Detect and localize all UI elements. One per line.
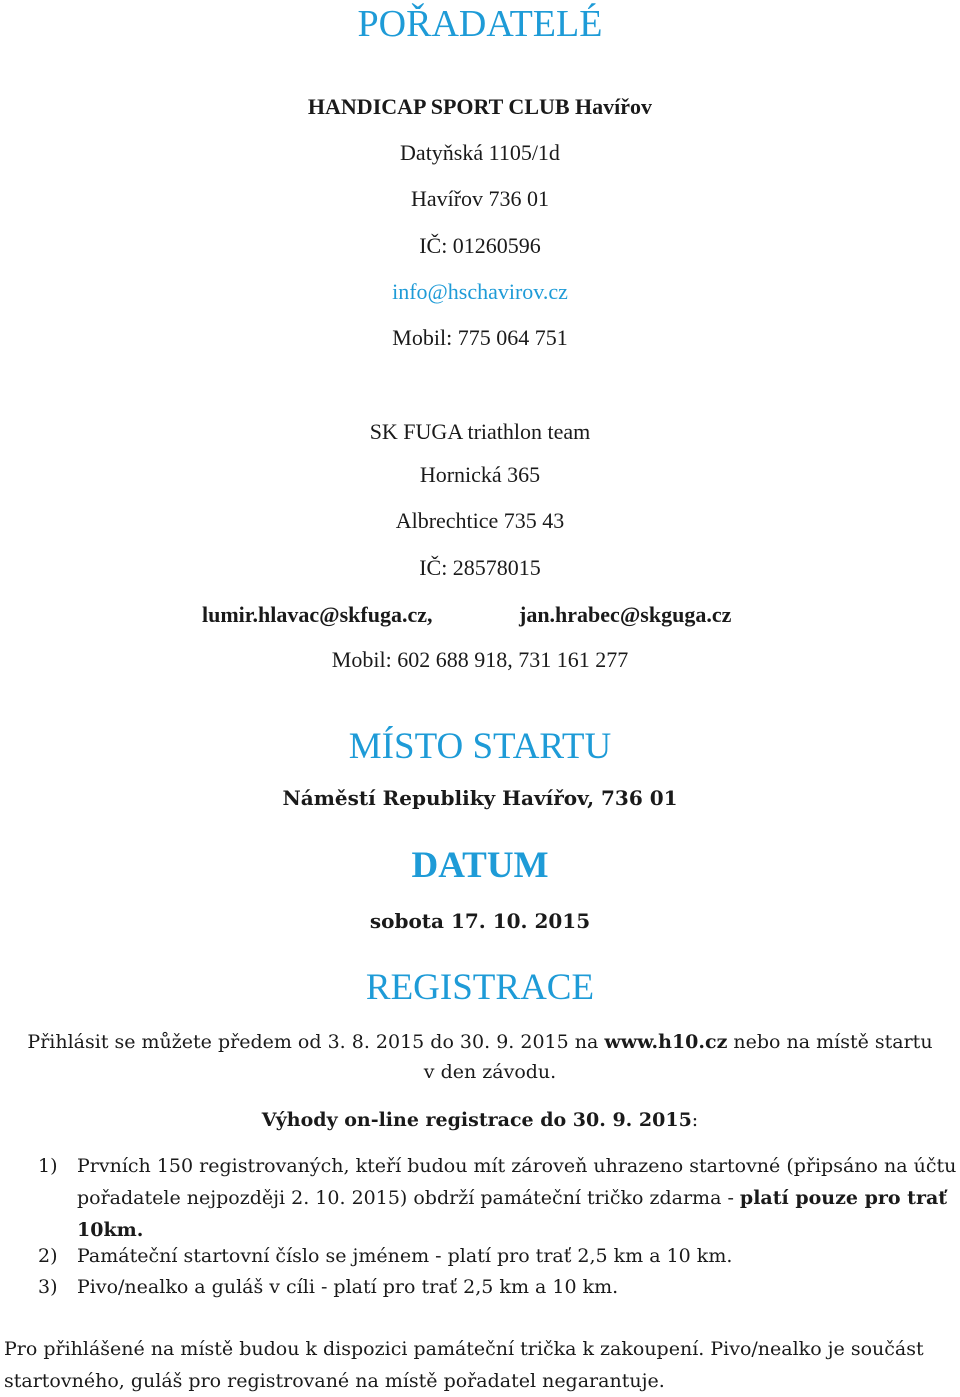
benefits-heading-text: Výhody on-line registrace do 30. 9. 2015: [261, 1109, 692, 1131]
registration-website-link[interactable]: www.h10.cz: [604, 1031, 728, 1053]
registration-line-1-a: Přihlásit se můžete předem od 3. 8. 2015 do 30. 9. 2015 na: [27, 1031, 605, 1053]
club2-street: Hornická 365: [419, 462, 541, 487]
club2-mobile: Mobil: 602 688 918, 731 161 277: [331, 647, 629, 672]
club2-email-1[interactable]: lumir.hlavac@skfuga.cz,: [202, 602, 433, 627]
benefit-item-text: [77, 1271, 959, 1303]
benefit-item-number: 2): [38, 1245, 58, 1267]
benefit-item-number: 1): [38, 1155, 58, 1177]
benefit-item-text: [77, 1150, 959, 1246]
registration-note: Pro přihlášené na místě budou k dispozici památeční trička k zakoupení. Pivo/nealko je součást startovného, guláš pro registrované na místě pořadatel negarantuje.: [4, 1338, 924, 1392]
registration-line-1: [0, 1031, 960, 1053]
registration-line-2: v den závodu.: [423, 1061, 557, 1083]
date-heading: DATUM: [411, 845, 549, 886]
club1-email-link[interactable]: info@hschavirov.cz: [392, 279, 568, 304]
date-value: sobota 17. 10. 2015: [369, 909, 591, 933]
benefit-item-number: 3): [38, 1276, 58, 1298]
club2-ic: IČ: 28578015: [419, 555, 541, 580]
benefit-item-text-bold: platí pouze pro trať 10km.: [77, 1187, 948, 1241]
club2-emails: [0, 602, 960, 632]
start-place-heading: MÍSTO STARTU: [348, 726, 612, 767]
benefit-item-text-a: Pivo/nealko a guláš v cíli - platí pro trať 2,5 km a 10 km.: [77, 1276, 619, 1298]
organizers-heading: POŘADATELÉ: [357, 3, 603, 45]
benefit-item-text: [77, 1240, 959, 1272]
benefits-heading-colon: :: [691, 1109, 699, 1131]
benefit-item-text-a: Prvních 150 registrovaných, kteří budou mít zároveň uhrazeno startovné (připsáno na účtu pořadatele nejpozději 2. 10. 2015) obdrží památeční tričko zdarma -: [77, 1155, 957, 1209]
benefit-item-text-a: Památeční startovní číslo se jménem - platí pro trať 2,5 km a 10 km.: [77, 1245, 733, 1267]
club1-ic: IČ: 01260596: [419, 233, 541, 258]
club1-name: HANDICAP SPORT CLUB Havířov: [307, 94, 653, 119]
club1-mobile: Mobil: 775 064 751: [392, 325, 568, 350]
club2-email-2[interactable]: jan.hrabec@skguga.cz: [519, 602, 732, 627]
club1-city: Havířov 736 01: [410, 186, 550, 211]
club1-street: Datyňská 1105/1d: [400, 140, 560, 165]
club2-city: Albrechtice 735 43: [395, 508, 565, 533]
registration-line-1-b: nebo na místě startu: [727, 1031, 933, 1053]
registration-heading: REGISTRACE: [365, 967, 595, 1008]
club1-email[interactable]: [0, 279, 960, 305]
start-place-address: Náměstí Republiky Havířov, 736 01: [282, 786, 678, 810]
club2-name: SK FUGA triathlon team: [369, 419, 591, 444]
benefits-heading: [0, 1109, 960, 1131]
